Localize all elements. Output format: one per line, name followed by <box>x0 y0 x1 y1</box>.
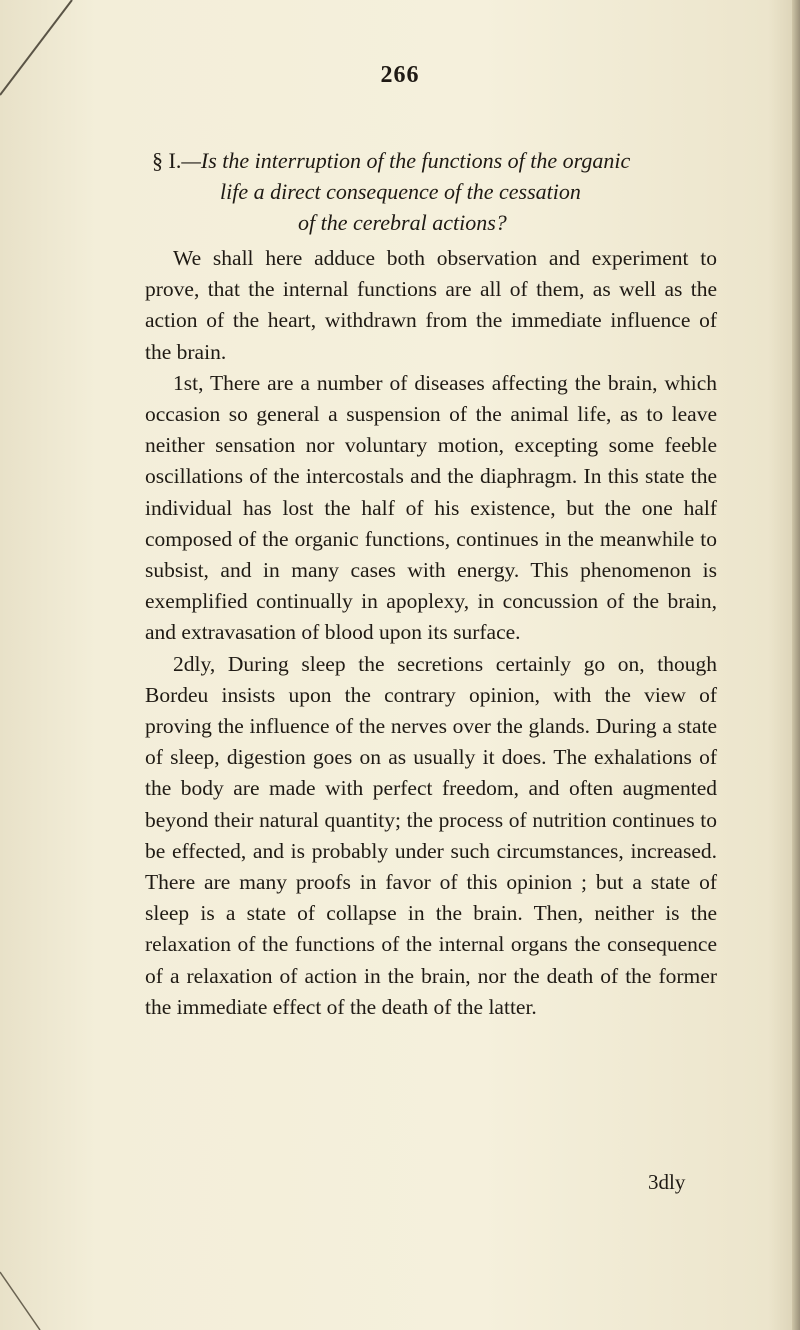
page-edge <box>792 0 800 1330</box>
heading-text-1: —Is the interruption of the functions of the organic <box>181 148 631 173</box>
heading-line-2: life a direct consequence of the cessation <box>220 179 581 204</box>
paragraph-intro: We shall here adduce both observation and experiment to prove, that the internal functions are all of them, as well as the action of the heart, withdrawn from the immediate influence of the brain. <box>145 246 717 364</box>
paragraph-second: 2dly, During sleep the secretions certainly go on, though Bordeu insists upon the contrary opinion, with the view of proving the influence of the nerves over the glands. During a state of sleep, digestion goes on as usually it does. The exhalations of the body are made with perfect freedom, and often augmented beyond their natural quantity; the process of nutrition continues to be effected, and is probably under such circumstances, increased. There are many proofs in favor of this opinion ; but a state of sleep is a state of collapse in the brain. Then, neither is the relaxation of the functions of the internal organs the consequence of a relaxation of action in the brain, nor the death of the former the immediate effect of the death of the latter. <box>145 651 717 1019</box>
body-text <box>145 243 717 1023</box>
page-fold-mark-bottom <box>0 1270 50 1330</box>
section-mark: § I. <box>152 148 182 173</box>
paragraph-first: 1st, There are a number of diseases affecting the brain, which occasion so general a suspension of the animal life, as to leave neither sensation nor voluntary motion, excepting some feeble oscillations of the intercostals and the diaphragm. In this state the individual has lost the half of his existence, but the one half composed of the organic functions, continues in the meanwhile to subsist, and in many cases with energy. This phenomenon is exemplified continually in apoplexy, in concussion of the brain, and extravasation of blood upon its surface. <box>145 370 717 645</box>
page-number: 266 <box>380 62 420 88</box>
section-heading <box>152 145 712 238</box>
heading-line-3: of the cerebral actions? <box>298 210 507 235</box>
heading-line-1 <box>152 145 712 176</box>
page-fold-mark <box>0 0 90 120</box>
catchword: 3dly <box>648 1170 686 1194</box>
